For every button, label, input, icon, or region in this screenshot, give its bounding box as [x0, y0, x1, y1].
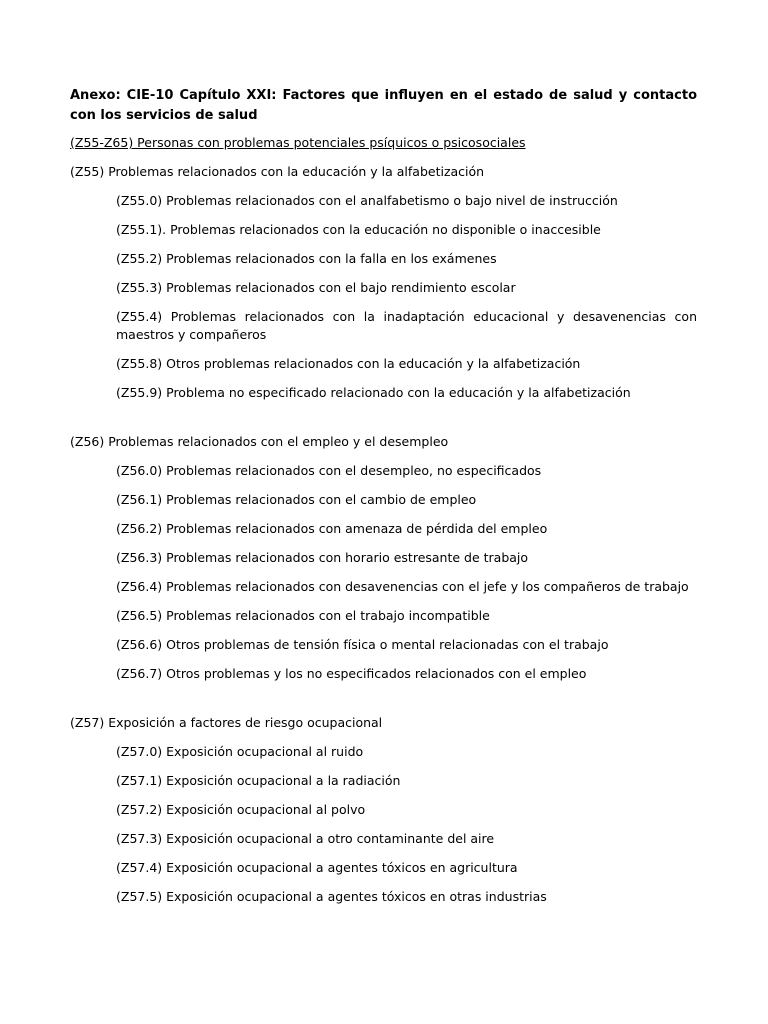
section-z55 — [70, 163, 697, 402]
section-spacer — [70, 694, 697, 714]
document-title: Anexo: CIE-10 Capítulo XXI: Factores que influyen en el estado de salud y contacto con los servicios de salud — [70, 88, 697, 123]
list-item: (Z56.3) Problemas relacionados con horario estresante de trabajo — [116, 550, 529, 565]
document-subtitle: (Z55-Z65) Personas con problemas potenciales psíquicos o psicosociales — [70, 135, 526, 150]
section-z57 — [70, 714, 697, 906]
list-item: (Z56.2) Problemas relacionados con amenaza de pérdida del empleo — [116, 521, 548, 536]
list-item: (Z57.2) Exposición ocupacional al polvo — [116, 802, 366, 817]
list-item: (Z56.5) Problemas relacionados con el trabajo incompatible — [116, 608, 490, 623]
list-item: (Z57.3) Exposición ocupacional a otro contaminante del aire — [116, 831, 495, 846]
section-spacer — [70, 413, 697, 433]
section-heading: (Z55) Problemas relacionados con la educación y la alfabetización — [70, 164, 485, 179]
list-item: (Z55.4) Problemas relacionados con la inadaptación educacional y desavenencias con maestros y compañeros — [116, 309, 697, 342]
section-heading: (Z57) Exposición a factores de riesgo ocupacional — [70, 715, 383, 730]
list-item: (Z57.4) Exposición ocupacional a agentes tóxicos en agricultura — [116, 860, 518, 875]
list-item: (Z55.0) Problemas relacionados con el analfabetismo o bajo nivel de instrucción — [116, 193, 618, 208]
list-item: (Z56.7) Otros problemas y los no especificados relacionados con el empleo — [116, 666, 587, 681]
list-item: (Z55.1). Problemas relacionados con la educación no disponible o inaccesible — [116, 222, 601, 237]
section-z56 — [70, 433, 697, 683]
list-item: (Z56.4) Problemas relacionados con desavenencias con el jefe y los compañeros de trabajo — [116, 579, 689, 594]
list-item: (Z56.1) Problemas relacionados con el cambio de empleo — [116, 492, 477, 507]
document-page — [70, 86, 697, 917]
section-heading: (Z56) Problemas relacionados con el empleo y el desempleo — [70, 434, 449, 449]
list-item: (Z55.3) Problemas relacionados con el bajo rendimiento escolar — [116, 280, 516, 295]
list-item: (Z55.9) Problema no especificado relacionado con la educación y la alfabetización — [116, 385, 631, 400]
list-item: (Z55.2) Problemas relacionados con la falla en los exámenes — [116, 251, 497, 266]
list-item: (Z56.0) Problemas relacionados con el desempleo, no especificados — [116, 463, 542, 478]
list-item: (Z55.8) Otros problemas relacionados con la educación y la alfabetización — [116, 356, 581, 371]
list-item: (Z56.6) Otros problemas de tensión física o mental relacionadas con el trabajo — [116, 637, 609, 652]
list-item: (Z57.1) Exposición ocupacional a la radiación — [116, 773, 401, 788]
list-item: (Z57.0) Exposición ocupacional al ruido — [116, 744, 364, 759]
list-item: (Z57.5) Exposición ocupacional a agentes tóxicos en otras industrias — [116, 889, 547, 904]
